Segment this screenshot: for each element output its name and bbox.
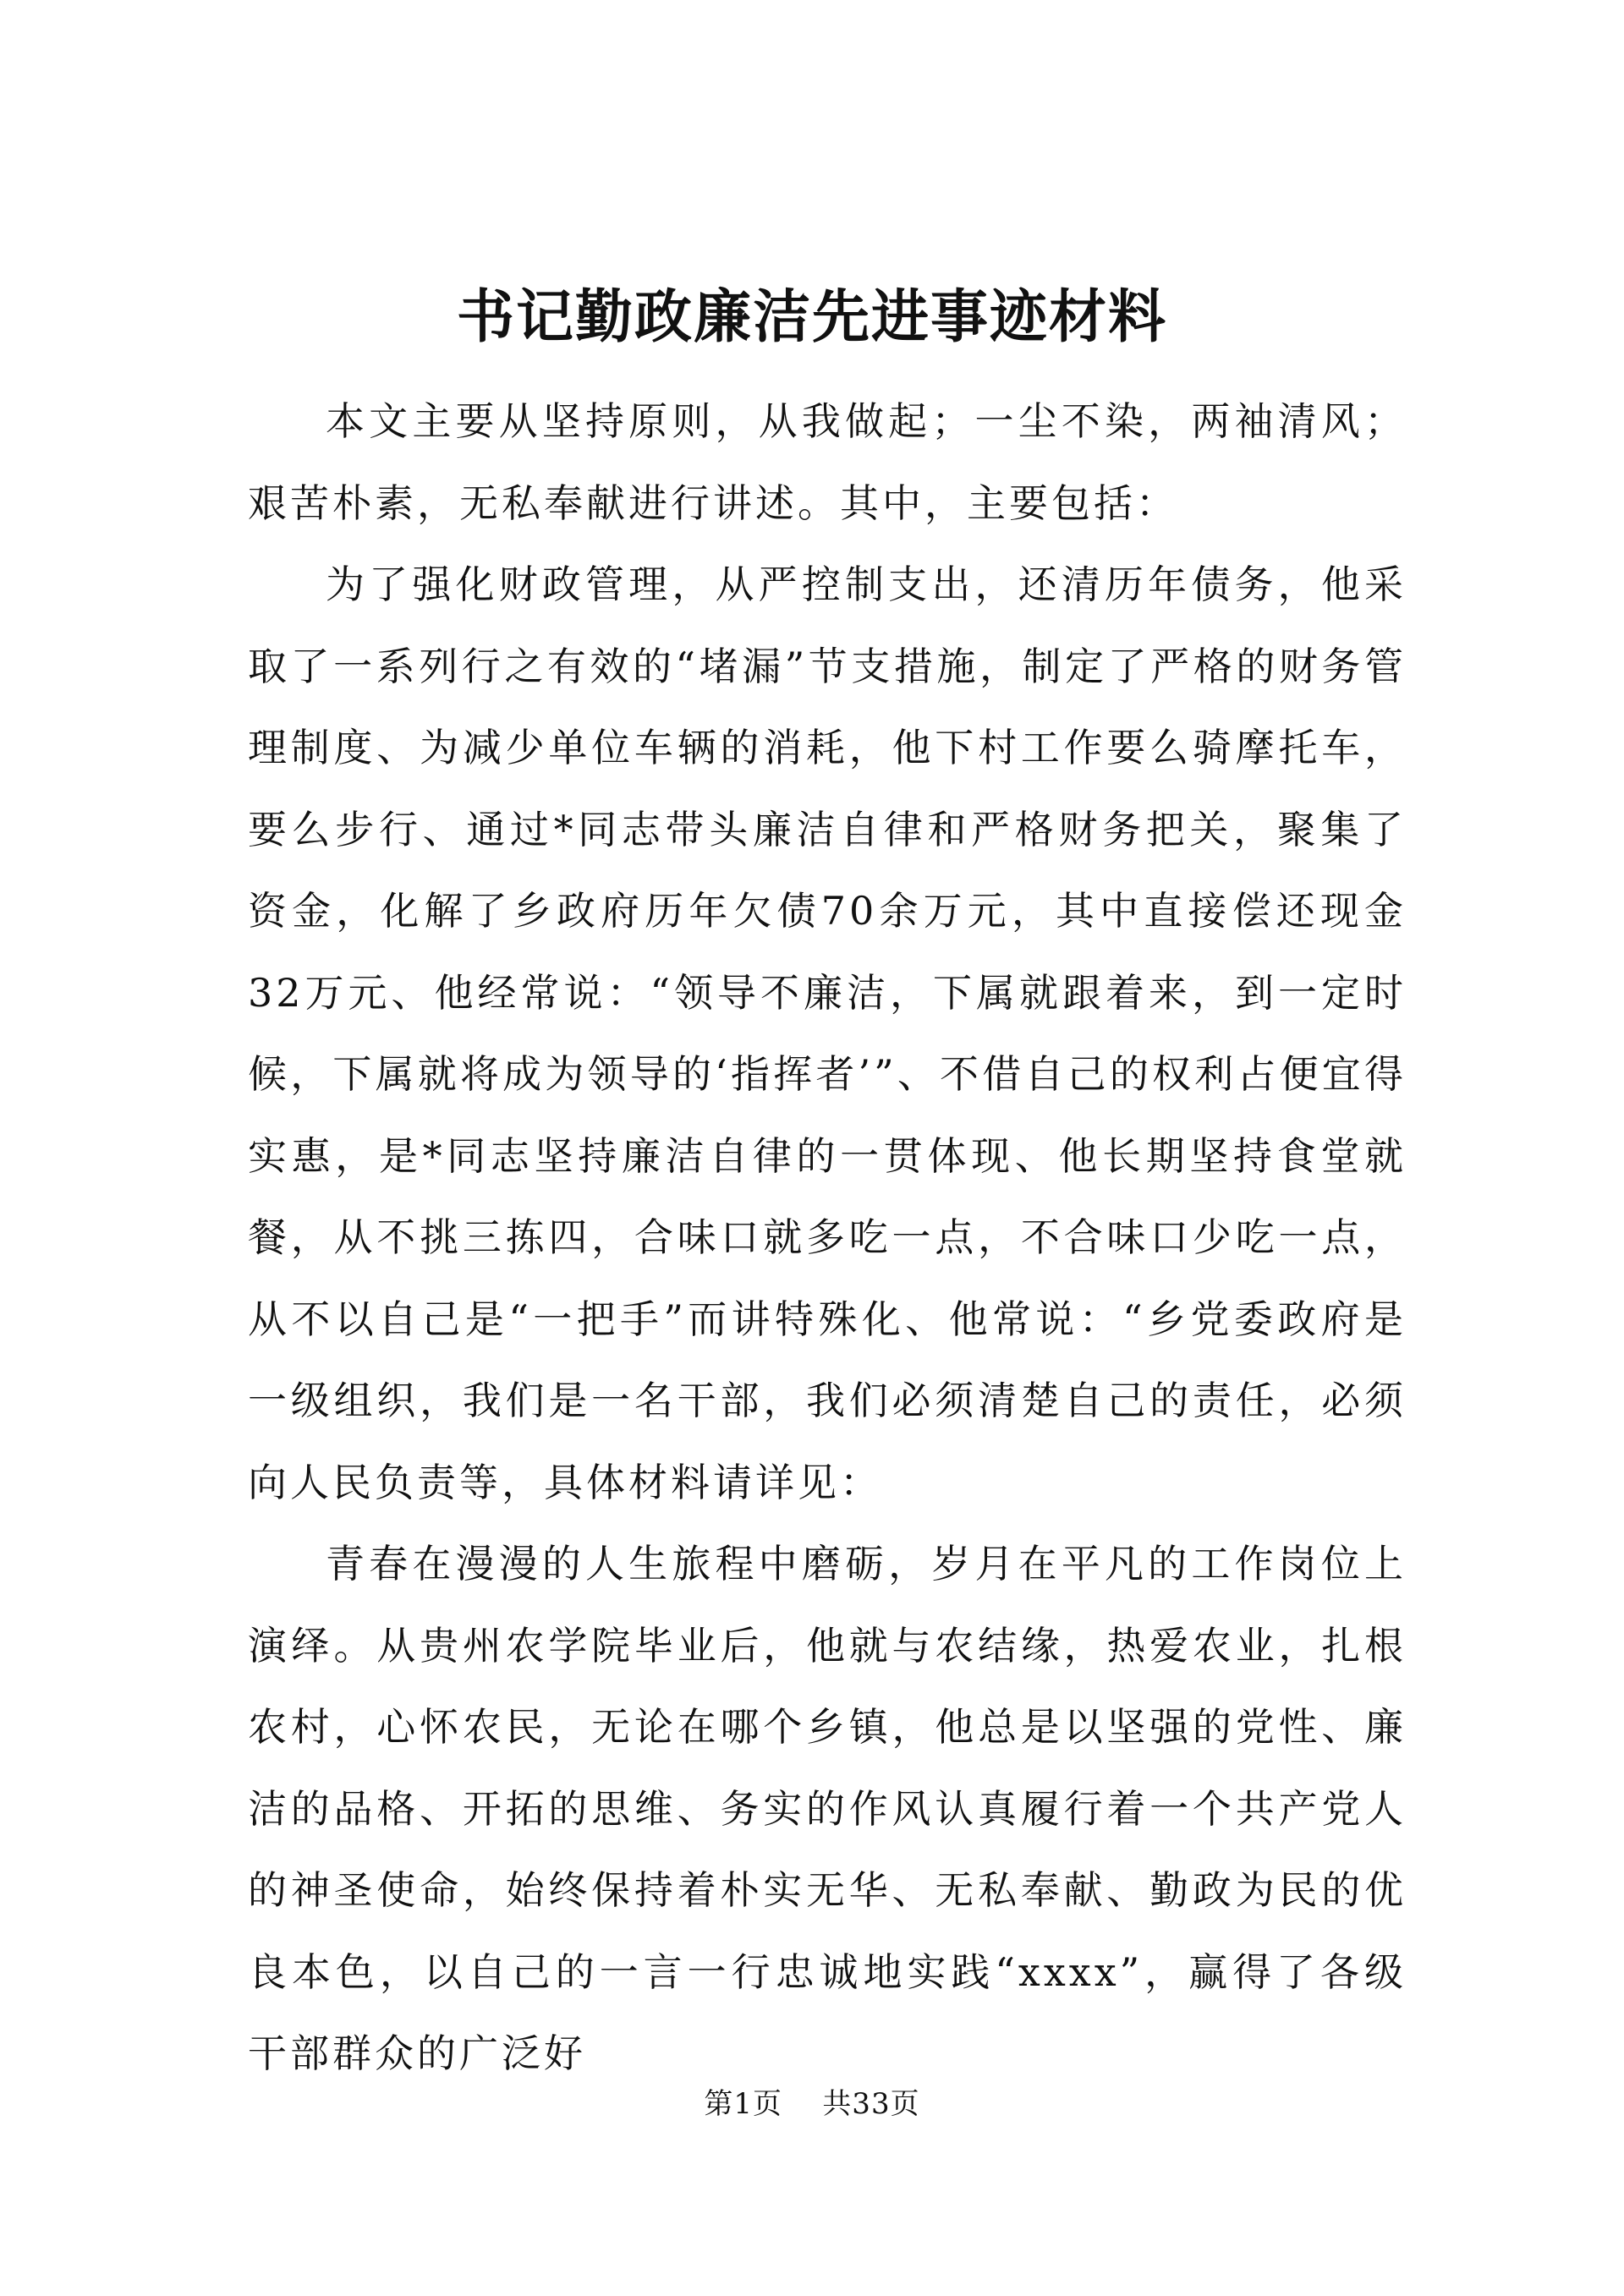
page-total: 共33页 [822,2087,920,2121]
paragraph-youth: 青春在漫漫的人生旅程中磨砺，岁月在平凡的工作岗位上演绎。从贵州农学院毕业后，他就与农结缘，热爱农业，扎根农村，心怀农民，无论在哪个乡镇，他总是以坚强的党性、廉洁的品格、开拓的思维、务实的作风认真履行着一个共产党人的神圣使命，始终保持着朴实无华、无私奉献、勤政为民的优良本色，以自己的一言一行忠诚地实践“xxxx”，赢得了各级干部群众的广泛好 [248,1541,1407,2076]
page-footer [0,2080,1624,2122]
page-number: 第1页 [704,2087,783,2121]
paragraph-finance: 为了强化财政管理，从严控制支出，还清历年债务，他采取了一系列行之有效的“堵漏”节支措施，制定了严格的财务管理制度、为减少单位车辆的消耗，他下村工作要么骑摩托车，要么步行、通过*同志带头廉洁自律和严格财务把关，聚集了资金，化解了乡政府历年欠债70余万元，其中直接偿还现金32万元、他经常说：“领导不廉洁，下属就跟着来，到一定时候，下属就将成为领导的‘指挥者’”、不借自己的权利占便宜得实惠，是*同志坚持廉洁自律的一贯体现、他长期坚持食堂就餐，从不挑三拣四，合味口就多吃一点，不合味口少吃一点，从不以自己是“一把手”而讲特殊化、他常说：“乡党委政府是一级组织，我们是一名干部，我们必须清楚自己的责任，必须向人民负责等，具体材料请详见： [248,562,1407,1505]
document-title: 书记勤政廉洁先进事迹材料 [456,283,1167,351]
document-body [248,381,1407,2095]
paragraph-summary: 本文主要从坚持原则，从我做起；一尘不染，两袖清风；艰苦朴素，无私奉献进行讲述。其中，主要包括： [248,398,1407,526]
